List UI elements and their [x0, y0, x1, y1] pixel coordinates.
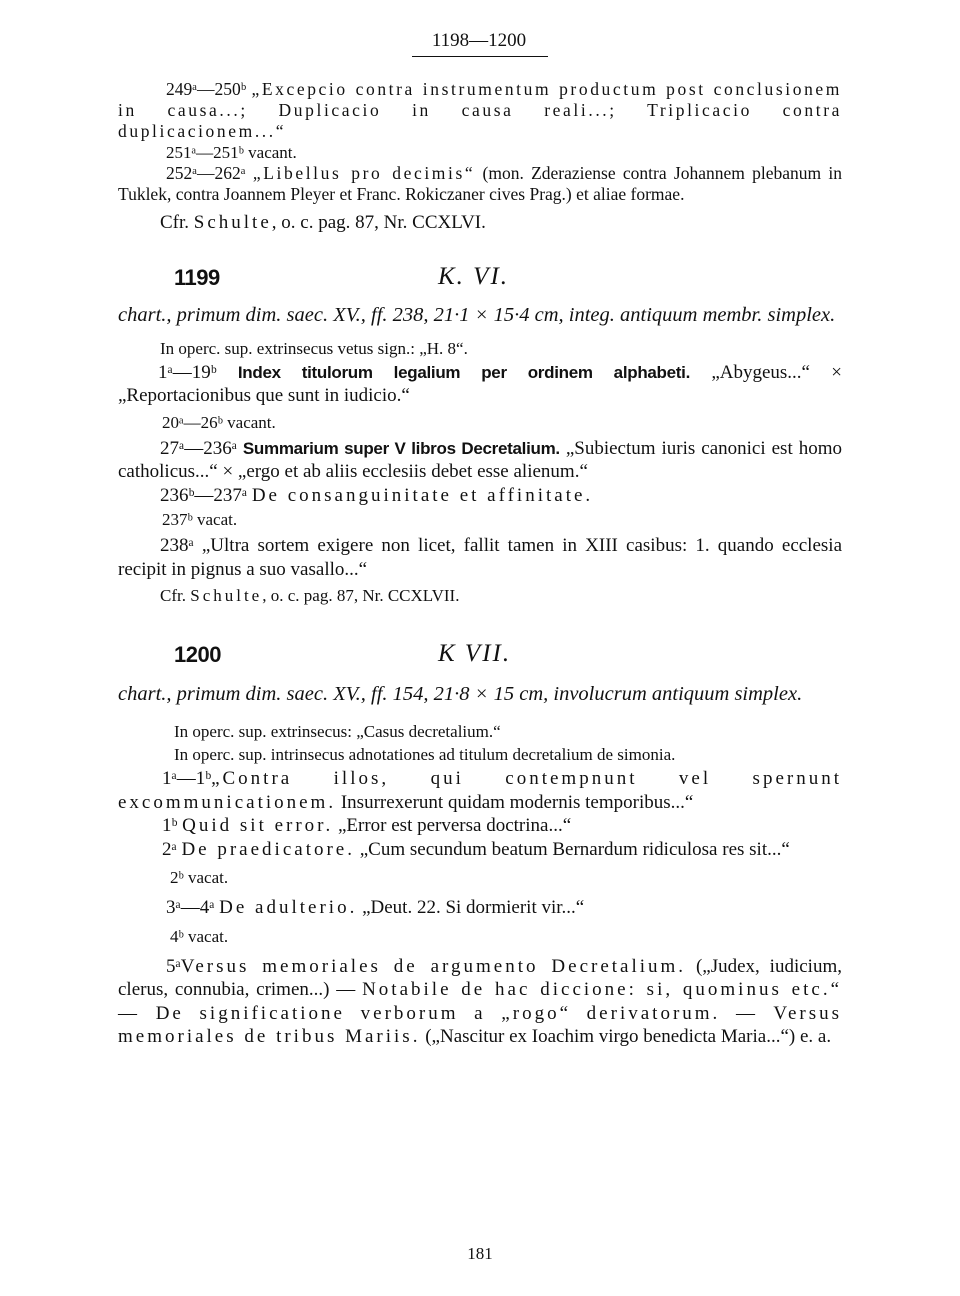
contents-item: 2ᵇ vacat. [170, 868, 229, 887]
folio-ref: 236ᵇ—237ᵃ [160, 484, 248, 506]
incipit-spaced: „Contra illos, qui contempnunt vel spernunt excommunicationem. [118, 768, 842, 813]
cfr-prefix: Cfr. [160, 586, 191, 605]
folio-ref: 1ᵇ [162, 815, 178, 836]
entry-text: („Judex, iudicium, clerus, connubia, crimen...) — [118, 955, 842, 1000]
folio-ref: 249ᵃ—250ᵇ [166, 79, 247, 99]
page [118, 30, 842, 1263]
folio-ref: 238ᵃ [160, 535, 194, 556]
contents-item [118, 361, 842, 408]
cfr-prefix: Cfr. [160, 212, 194, 233]
cover-note: In operc. sup. extrinsecus: „Casus decretalium.“ [174, 722, 501, 741]
entry-1198-para-1 [118, 79, 842, 142]
entry-number: 1199 [174, 264, 220, 290]
entry-heading [118, 642, 842, 678]
running-head: 1198—1200 [431, 30, 527, 51]
contents-item [118, 955, 842, 1049]
entry-text: (mon. Zderaziense contra Johannem plebanum in Tuklek, contra Joannem Pleyer et Franc. Rokiczaner cives Prag.) et aliae formae. [118, 163, 842, 204]
incipit-spaced: Quid sit error. [182, 815, 334, 836]
head-rule [412, 56, 548, 57]
page-number: 181 [467, 1244, 493, 1263]
folio-ref: 3ᵃ—4ᵃ [166, 897, 215, 918]
folio-ref: 1ᵃ—19ᵇ [158, 361, 217, 383]
entry-number: 1200 [174, 642, 221, 667]
contents-item [118, 484, 842, 508]
incipit-spaced: De consanguinitate et affinitate. [251, 484, 594, 506]
contents-item [118, 534, 842, 581]
cfr-ref: , o. c. pag. 87, Nr. CCXLVI. [271, 212, 486, 233]
cfr-1199 [118, 585, 842, 606]
entry-text: („Nascitur ex Ioachim virgo benedicta Maria...“) e. a. [420, 1026, 832, 1047]
entry-1198 [118, 79, 842, 235]
cfr-author: Schulte [190, 586, 263, 605]
cfr-ref: , o. c. pag. 87, Nr. CCXLVII. [262, 586, 460, 605]
entry-text: „Subiectum iuris canonici est homo catholicus...“ × „ergo et ab aliis ecclesiis debet esse alienum.“ [118, 437, 842, 482]
cfr-1198 [118, 211, 842, 235]
folio-ref: 27ᵃ—236ᵃ [160, 437, 237, 459]
cover-note: In operc. sup. extrinsecus vetus sign.: „H. 8“. [160, 338, 468, 358]
incipit-spaced: De adulterio. [219, 897, 358, 918]
entry-text: „Deut. 22. Si dormierit vir...“ [357, 897, 585, 918]
shelf-signature: K. VI. [438, 262, 510, 290]
entry-heading [118, 262, 842, 301]
cover-note: In operc. sup. intrinsecus adnotationes ad titulum decretalium de simonia. [174, 745, 676, 764]
contents-item [118, 437, 842, 484]
incipit-spaced: „Libellus pro decimis“ [252, 163, 476, 183]
entry-text: Insurrexerunt quidam modernis temporibus...“ [336, 791, 694, 813]
incipit-spaced: De praedicatore. [181, 838, 355, 860]
contents-item [118, 767, 842, 814]
contents-item: 237ᵇ vacat. [162, 510, 238, 529]
shelf-signature: K VII. [438, 640, 512, 667]
entry-text: „Cum secundum beatum Bernardum ridiculosa res sit...“ [355, 838, 790, 860]
contents-item [118, 814, 842, 838]
contents-item [118, 838, 842, 862]
incipit-spaced: „Excepcio contra instrumentum productum post conclusionem in causa...; Duplicacio in causa reali...; Triplicacio contra duplicacionem...“ [118, 79, 842, 141]
folio-ref: 2ᵃ [162, 838, 177, 860]
folio-ref: 252ᵃ—262ᵃ [166, 163, 246, 183]
contents-item [118, 896, 842, 920]
incipit-spaced: Notabile de hac diccione: si, quominus etc.“ — De significatione verborum a „rogo“ derivatorum. — Versus memoriales de tribus Mariis. [118, 979, 842, 1047]
contents-item: 4ᵇ vacat. [170, 926, 229, 946]
entry-1199 [118, 262, 842, 607]
physical-description: chart., primum dim. saec. XV., ff. 238, 21·1 × 15·4 cm, integ. antiquum membr. simplex. [118, 303, 836, 326]
contents-item: 20ᵃ—26ᵇ vacant. [162, 412, 276, 432]
folio-ref: 1ᵃ—1ᵇ [162, 768, 212, 789]
folio-ref: 5ᵃ [166, 955, 181, 977]
cfr-author: Schulte [193, 212, 272, 233]
entry-text: „Ultra sortem exigere non licet, fallit tamen in XIII casibus: 1. quando ecclesia recipit in pignus a suo vasallo...“ [118, 535, 842, 580]
entry-text: „Abygeus...“ × „Reportacionibus que sunt in iudicio.“ [118, 361, 842, 406]
incipit-spaced: Versus memoriales de argumento Decretalium. [180, 955, 687, 977]
bold-title: Index titulorum legalium per ordinem alphabeti. [237, 362, 691, 382]
bold-title: Summarium super V libros Decretalium. [242, 438, 560, 458]
entry-text: „Error est perversa doctrina...“ [333, 815, 572, 836]
entry-1200 [118, 642, 842, 1049]
entry-1198-para-2: 251ᵃ—251ᵇ vacant. [166, 143, 297, 162]
entry-1198-para-3 [118, 163, 842, 205]
physical-description: chart., primum dim. saec. XV., ff. 154, 21·8 × 15 cm, involucrum antiquum simplex. [118, 683, 803, 705]
